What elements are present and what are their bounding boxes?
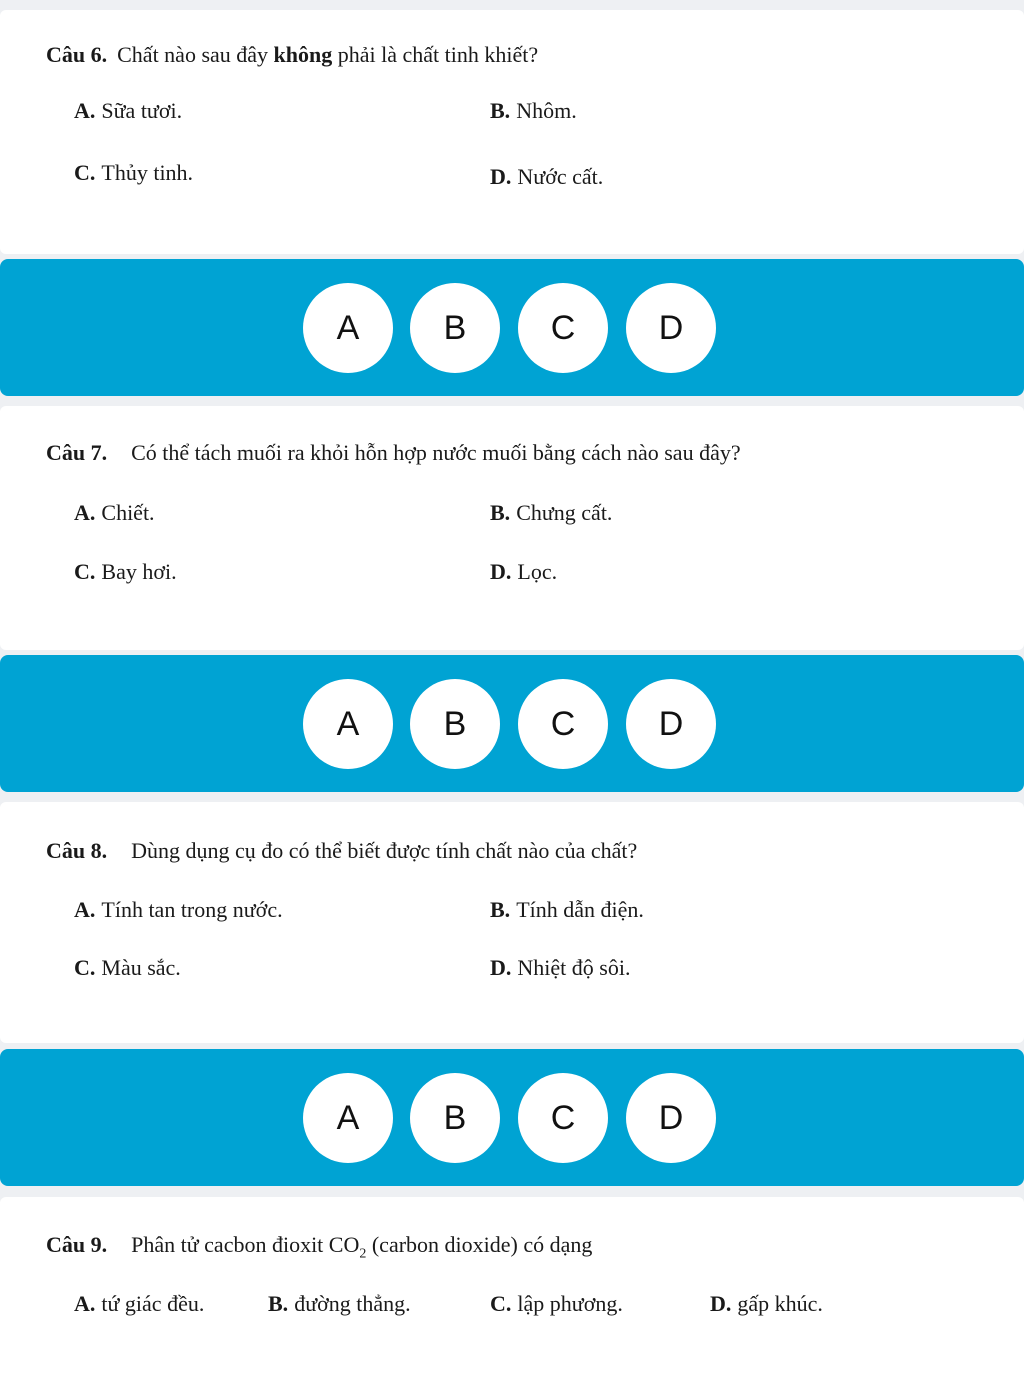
option-text: Chiết. bbox=[101, 500, 155, 525]
option-a bbox=[74, 500, 155, 526]
question-text: Phân tử cacbon đioxit CO bbox=[131, 1232, 360, 1257]
answer-button-b[interactable]: B bbox=[410, 679, 500, 769]
option-letter: B. bbox=[490, 897, 511, 922]
option-a bbox=[74, 98, 182, 124]
option-letter: A. bbox=[74, 1291, 96, 1316]
option-b bbox=[490, 500, 612, 526]
question-title-8 bbox=[46, 838, 637, 864]
answer-button-a[interactable]: A bbox=[303, 1073, 393, 1163]
option-text: đường thẳng. bbox=[294, 1291, 411, 1316]
answer-button-a[interactable]: A bbox=[303, 283, 393, 373]
question-text: phải là chất tinh khiết? bbox=[332, 42, 539, 67]
option-letter: B. bbox=[490, 500, 511, 525]
option-c bbox=[490, 1291, 623, 1317]
answer-button-c[interactable]: C bbox=[518, 283, 608, 373]
option-c bbox=[74, 160, 193, 186]
option-text: Chưng cất. bbox=[516, 500, 613, 525]
question-number: Câu 6. bbox=[46, 42, 108, 67]
option-letter: A. bbox=[74, 98, 96, 123]
option-text: Màu sắc. bbox=[101, 955, 181, 980]
answer-bar-8 bbox=[0, 1049, 1024, 1186]
option-text: Nước cất. bbox=[517, 164, 604, 189]
question-title-6 bbox=[46, 42, 538, 68]
option-letter: D. bbox=[490, 164, 512, 189]
option-d bbox=[490, 955, 630, 981]
option-text: Sữa tươi. bbox=[101, 98, 183, 123]
option-d bbox=[490, 164, 603, 190]
answer-button-d[interactable]: D bbox=[626, 1073, 716, 1163]
option-letter: B. bbox=[490, 98, 511, 123]
option-letter: D. bbox=[710, 1291, 732, 1316]
question-card-9 bbox=[0, 1197, 1024, 1374]
option-a bbox=[74, 897, 283, 923]
option-text: lập phương. bbox=[517, 1291, 623, 1316]
answer-button-b[interactable]: B bbox=[410, 1073, 500, 1163]
option-text: tứ giác đều. bbox=[101, 1291, 205, 1316]
option-d bbox=[490, 559, 557, 585]
question-title-7 bbox=[46, 440, 741, 466]
answer-button-b[interactable]: B bbox=[410, 283, 500, 373]
option-text: Nhiệt độ sôi. bbox=[517, 955, 631, 980]
option-text: Nhôm. bbox=[516, 98, 577, 123]
option-letter: C. bbox=[490, 1291, 512, 1316]
option-text: Tính dẫn điện. bbox=[516, 897, 644, 922]
option-letter: C. bbox=[74, 559, 96, 584]
answer-button-a[interactable]: A bbox=[303, 679, 393, 769]
question-text-bold: không bbox=[273, 42, 333, 67]
option-c bbox=[74, 559, 177, 585]
option-c bbox=[74, 955, 181, 981]
question-text: Chất nào sau đây bbox=[117, 42, 274, 67]
option-a bbox=[74, 1291, 204, 1317]
option-letter: C. bbox=[74, 160, 96, 185]
option-b bbox=[490, 98, 577, 124]
option-letter: B. bbox=[268, 1291, 289, 1316]
option-letter: A. bbox=[74, 500, 96, 525]
option-letter: D. bbox=[490, 955, 512, 980]
option-text: Tính tan trong nước. bbox=[101, 897, 283, 922]
option-text: Thủy tinh. bbox=[101, 160, 194, 185]
option-letter: C. bbox=[74, 955, 96, 980]
question-text-subscript: 2 bbox=[359, 1246, 367, 1262]
option-b bbox=[490, 897, 644, 923]
question-number: Câu 8. bbox=[46, 838, 108, 863]
option-text: Lọc. bbox=[517, 559, 558, 584]
option-letter: D. bbox=[490, 559, 512, 584]
answer-bar-6 bbox=[0, 259, 1024, 396]
question-text: (carbon dioxide) có dạng bbox=[366, 1232, 593, 1257]
question-number: Câu 7. bbox=[46, 440, 108, 465]
option-d bbox=[710, 1291, 823, 1317]
question-number: Câu 9. bbox=[46, 1232, 108, 1257]
question-text: Dùng dụng cụ đo có thể biết được tính chất nào của chất? bbox=[131, 838, 638, 863]
answer-button-c[interactable]: C bbox=[518, 1073, 608, 1163]
answer-button-d[interactable]: D bbox=[626, 679, 716, 769]
answer-bar-7 bbox=[0, 655, 1024, 792]
answer-button-d[interactable]: D bbox=[626, 283, 716, 373]
question-title-9 bbox=[46, 1232, 592, 1262]
option-b bbox=[268, 1291, 411, 1317]
question-text: Có thể tách muối ra khỏi hỗn hợp nước muối bằng cách nào sau đây? bbox=[131, 440, 741, 465]
option-letter: A. bbox=[74, 897, 96, 922]
option-text: Bay hơi. bbox=[101, 559, 177, 584]
option-text: gấp khúc. bbox=[737, 1291, 823, 1316]
answer-button-c[interactable]: C bbox=[518, 679, 608, 769]
